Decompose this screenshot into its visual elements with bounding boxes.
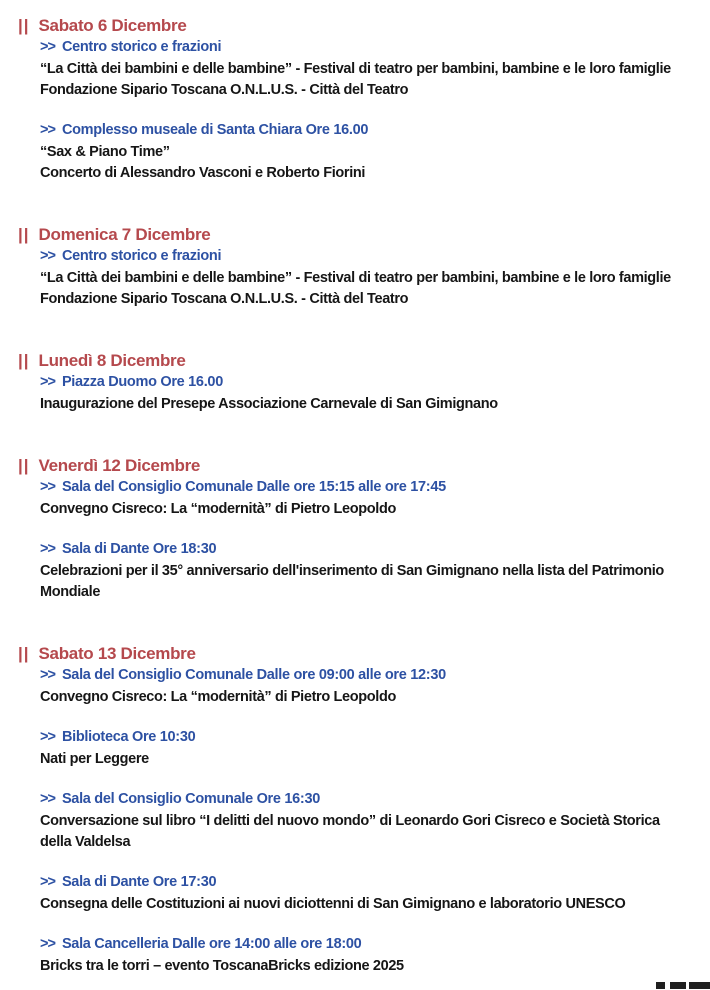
event-description: Inaugurazione del Presepe Associazione Carnevale di San Gimignano <box>40 396 498 412</box>
venue-chevrons-icon: >> <box>40 791 55 807</box>
day-heading <box>18 16 682 36</box>
venue-chevrons-icon: >> <box>40 479 55 495</box>
event-block <box>40 540 682 603</box>
venue-name: Sala del Consiglio Comunale Ore 16:30 <box>61 791 320 807</box>
event-description: Concerto di Alessandro Vasconi e Roberto Fiorini <box>40 165 366 181</box>
venue-heading <box>40 121 682 140</box>
event-block <box>40 873 682 915</box>
event-block <box>40 790 682 853</box>
section-sabato-6-dicembre <box>18 16 682 184</box>
event-block <box>40 38 682 101</box>
venue-chevrons-icon: >> <box>40 541 55 557</box>
event-description: Conversazione sul libro “I delitti del nuovo mondo” di Leonardo Gori Cisreco e Società Storica della Valdelsa <box>40 813 660 850</box>
venue-heading <box>40 666 682 685</box>
venue-heading <box>40 790 682 809</box>
event-block <box>40 666 682 708</box>
venue-heading <box>40 247 682 266</box>
venue-heading <box>40 540 682 559</box>
section-sabato-13-dicembre <box>18 644 682 977</box>
event-block <box>40 728 682 770</box>
heading-bars-icon: || <box>18 225 30 244</box>
venue-heading <box>40 478 682 497</box>
venue-heading <box>40 728 682 747</box>
venue-name: Biblioteca Ore 10:30 <box>61 729 196 745</box>
venue-name: Sala Cancelleria Dalle ore 14:00 alle ore 18:00 <box>61 936 362 952</box>
event-description: Celebrazioni per il 35° anniversario dell'inserimento di San Gimignano nella lista del Patrimonio Mondiale <box>40 563 664 600</box>
day-date: Domenica 7 Dicembre <box>38 225 211 244</box>
day-heading <box>18 225 682 245</box>
day-date: Venerdì 12 Dicembre <box>38 456 201 475</box>
section-venerdi-12-dicembre <box>18 456 682 603</box>
event-description: “La Città dei bambini e delle bambine” - Festival di teatro per bambini, bambine e le loro famiglie Fondazione Sipario Toscana O.N.L.U.S. - Città del Teatro <box>40 61 671 98</box>
venue-chevrons-icon: >> <box>40 248 55 264</box>
event-block <box>40 935 682 977</box>
event-block <box>40 121 682 184</box>
day-heading <box>18 644 682 664</box>
day-heading <box>18 351 682 371</box>
venue-heading <box>40 38 682 57</box>
event-description: Convegno Cisreco: La “modernità” di Pietro Leopoldo <box>40 689 396 705</box>
heading-bars-icon: || <box>18 351 30 370</box>
clipped-logo-block <box>689 982 710 989</box>
venue-chevrons-icon: >> <box>40 874 55 890</box>
section-lunedi-8-dicembre <box>18 351 682 415</box>
venue-chevrons-icon: >> <box>40 374 55 390</box>
venue-chevrons-icon: >> <box>40 122 55 138</box>
event-description: Convegno Cisreco: La “modernità” di Pietro Leopoldo <box>40 501 396 517</box>
venue-name: Centro storico e frazioni <box>61 39 222 55</box>
heading-bars-icon: || <box>18 16 30 35</box>
venue-heading <box>40 873 682 892</box>
venue-heading <box>40 935 682 954</box>
event-block <box>40 478 682 520</box>
heading-bars-icon: || <box>18 456 30 475</box>
day-date: Sabato 13 Dicembre <box>38 644 196 663</box>
event-description: Nati per Leggere <box>40 751 149 767</box>
clipped-logo-block <box>670 982 686 989</box>
venue-heading <box>40 373 682 392</box>
day-date: Sabato 6 Dicembre <box>38 16 187 35</box>
event-description: Consegna delle Costituzioni ai nuovi diciottenni di San Gimignano e laboratorio UNESCO <box>40 896 626 912</box>
venue-name: Piazza Duomo Ore 16.00 <box>61 374 223 390</box>
venue-name: Complesso museale di Santa Chiara Ore 16.00 <box>61 122 369 138</box>
venue-chevrons-icon: >> <box>40 667 55 683</box>
venue-name: Centro storico e frazioni <box>61 248 222 264</box>
event-block <box>40 373 682 415</box>
event-description: “Sax & Piano Time” <box>40 144 170 160</box>
section-domenica-7-dicembre <box>18 225 682 310</box>
clipped-logo-block <box>656 982 665 989</box>
venue-name: Sala di Dante Ore 17:30 <box>61 874 217 890</box>
event-description: Bricks tra le torri – evento ToscanaBricks edizione 2025 <box>40 958 404 974</box>
venue-name: Sala di Dante Ore 18:30 <box>61 541 217 557</box>
event-block <box>40 247 682 310</box>
venue-chevrons-icon: >> <box>40 936 55 952</box>
day-date: Lunedì 8 Dicembre <box>38 351 186 370</box>
venue-chevrons-icon: >> <box>40 39 55 55</box>
venue-chevrons-icon: >> <box>40 729 55 745</box>
heading-bars-icon: || <box>18 644 30 663</box>
clipped-logo-fragment <box>656 982 710 990</box>
venue-name: Sala del Consiglio Comunale Dalle ore 15:15 alle ore 17:45 <box>61 479 446 495</box>
event-description: “La Città dei bambini e delle bambine” - Festival di teatro per bambini, bambine e le loro famiglie Fondazione Sipario Toscana O.N.L.U.S. - Città del Teatro <box>40 270 671 307</box>
venue-name: Sala del Consiglio Comunale Dalle ore 09:00 alle ore 12:30 <box>61 667 446 683</box>
day-heading <box>18 456 682 476</box>
